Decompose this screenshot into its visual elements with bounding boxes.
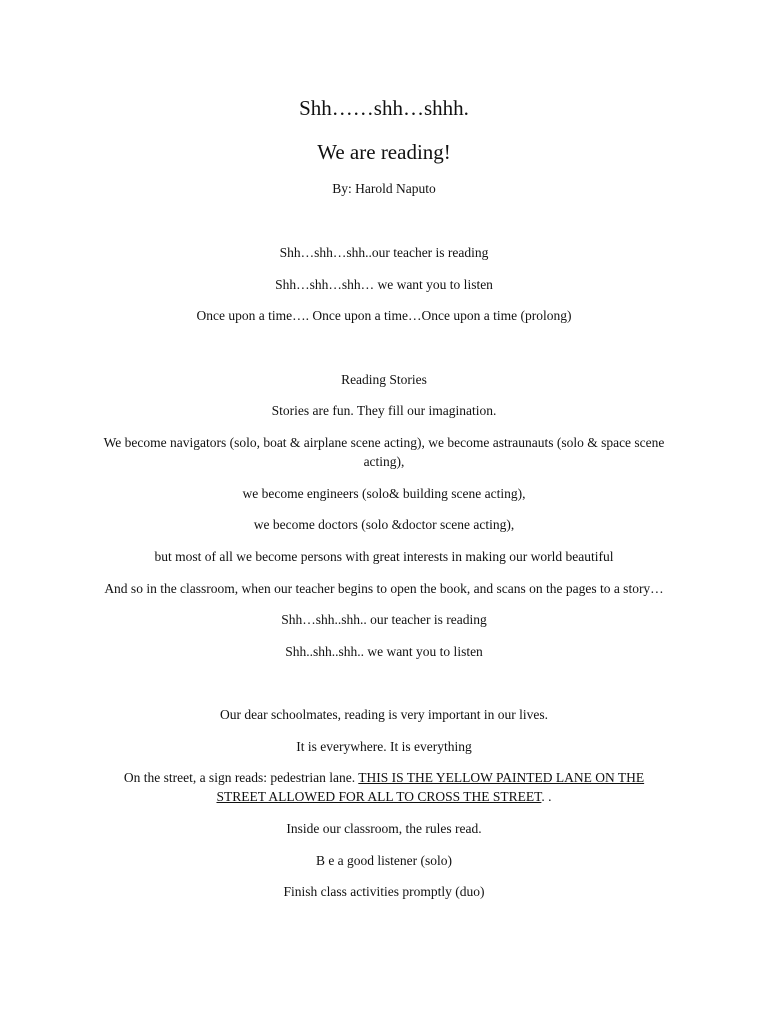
stanza3-line-4: Inside our classroom, the rules read. [286, 821, 482, 836]
stanza3-street-line [104, 768, 664, 806]
stanza3-line-5: B e a good listener (solo) [315, 853, 453, 868]
stanza2-line-7: Shh…shh..shh.. our teacher is reading [281, 612, 487, 627]
stanza2-line-5: but most of all we become persons with great interests in making our world beautiful [154, 549, 614, 564]
stanza3-line-6: Finish class activities promptly (duo) [283, 884, 485, 899]
stanza3-line-2: It is everywhere. It is everything [296, 739, 472, 754]
poem-title: Shh……shh…shhh. [299, 96, 469, 120]
stanza2-line-1: Stories are fun. They fill our imagination. [271, 403, 497, 418]
stanza2-line-6: And so in the classroom, when our teacher begins to open the book, and scans on the pages to a story… [104, 581, 664, 596]
street-suffix: . . [541, 789, 552, 804]
stanza2-line-4: we become doctors (solo &doctor scene acting), [253, 517, 515, 532]
stanza3-line-1: Our dear schoolmates, reading is very important in our lives. [219, 707, 549, 722]
section-heading: Reading Stories [341, 372, 427, 387]
stanza1-line-2: Shh…shh…shh… we want you to listen [275, 277, 493, 292]
stanza1-line-3: Once upon a time…. Once upon a time…Once upon a time (prolong) [196, 308, 572, 323]
stanza2-line-3: we become engineers (solo& building scene acting), [242, 486, 526, 501]
street-prefix: On the street, a sign reads: pedestrian lane. [123, 770, 359, 785]
stanza2-line-8: Shh..shh..shh.. we want you to listen [285, 644, 483, 659]
byline: By: Harold Naputo [332, 181, 436, 196]
stanza1-line-1: Shh…shh…shh..our teacher is reading [279, 245, 489, 260]
stanza2-line-2: We become navigators (solo, boat & airplane scene acting), we become astraunauts (solo & space scene acting), [103, 435, 665, 469]
poem-subtitle: We are reading! [317, 140, 451, 164]
street-underlined-text: THIS IS THE YELLOW PAINTED LANE ON THE STREET ALLOWED FOR ALL TO CROSS THE STREET [216, 770, 645, 804]
